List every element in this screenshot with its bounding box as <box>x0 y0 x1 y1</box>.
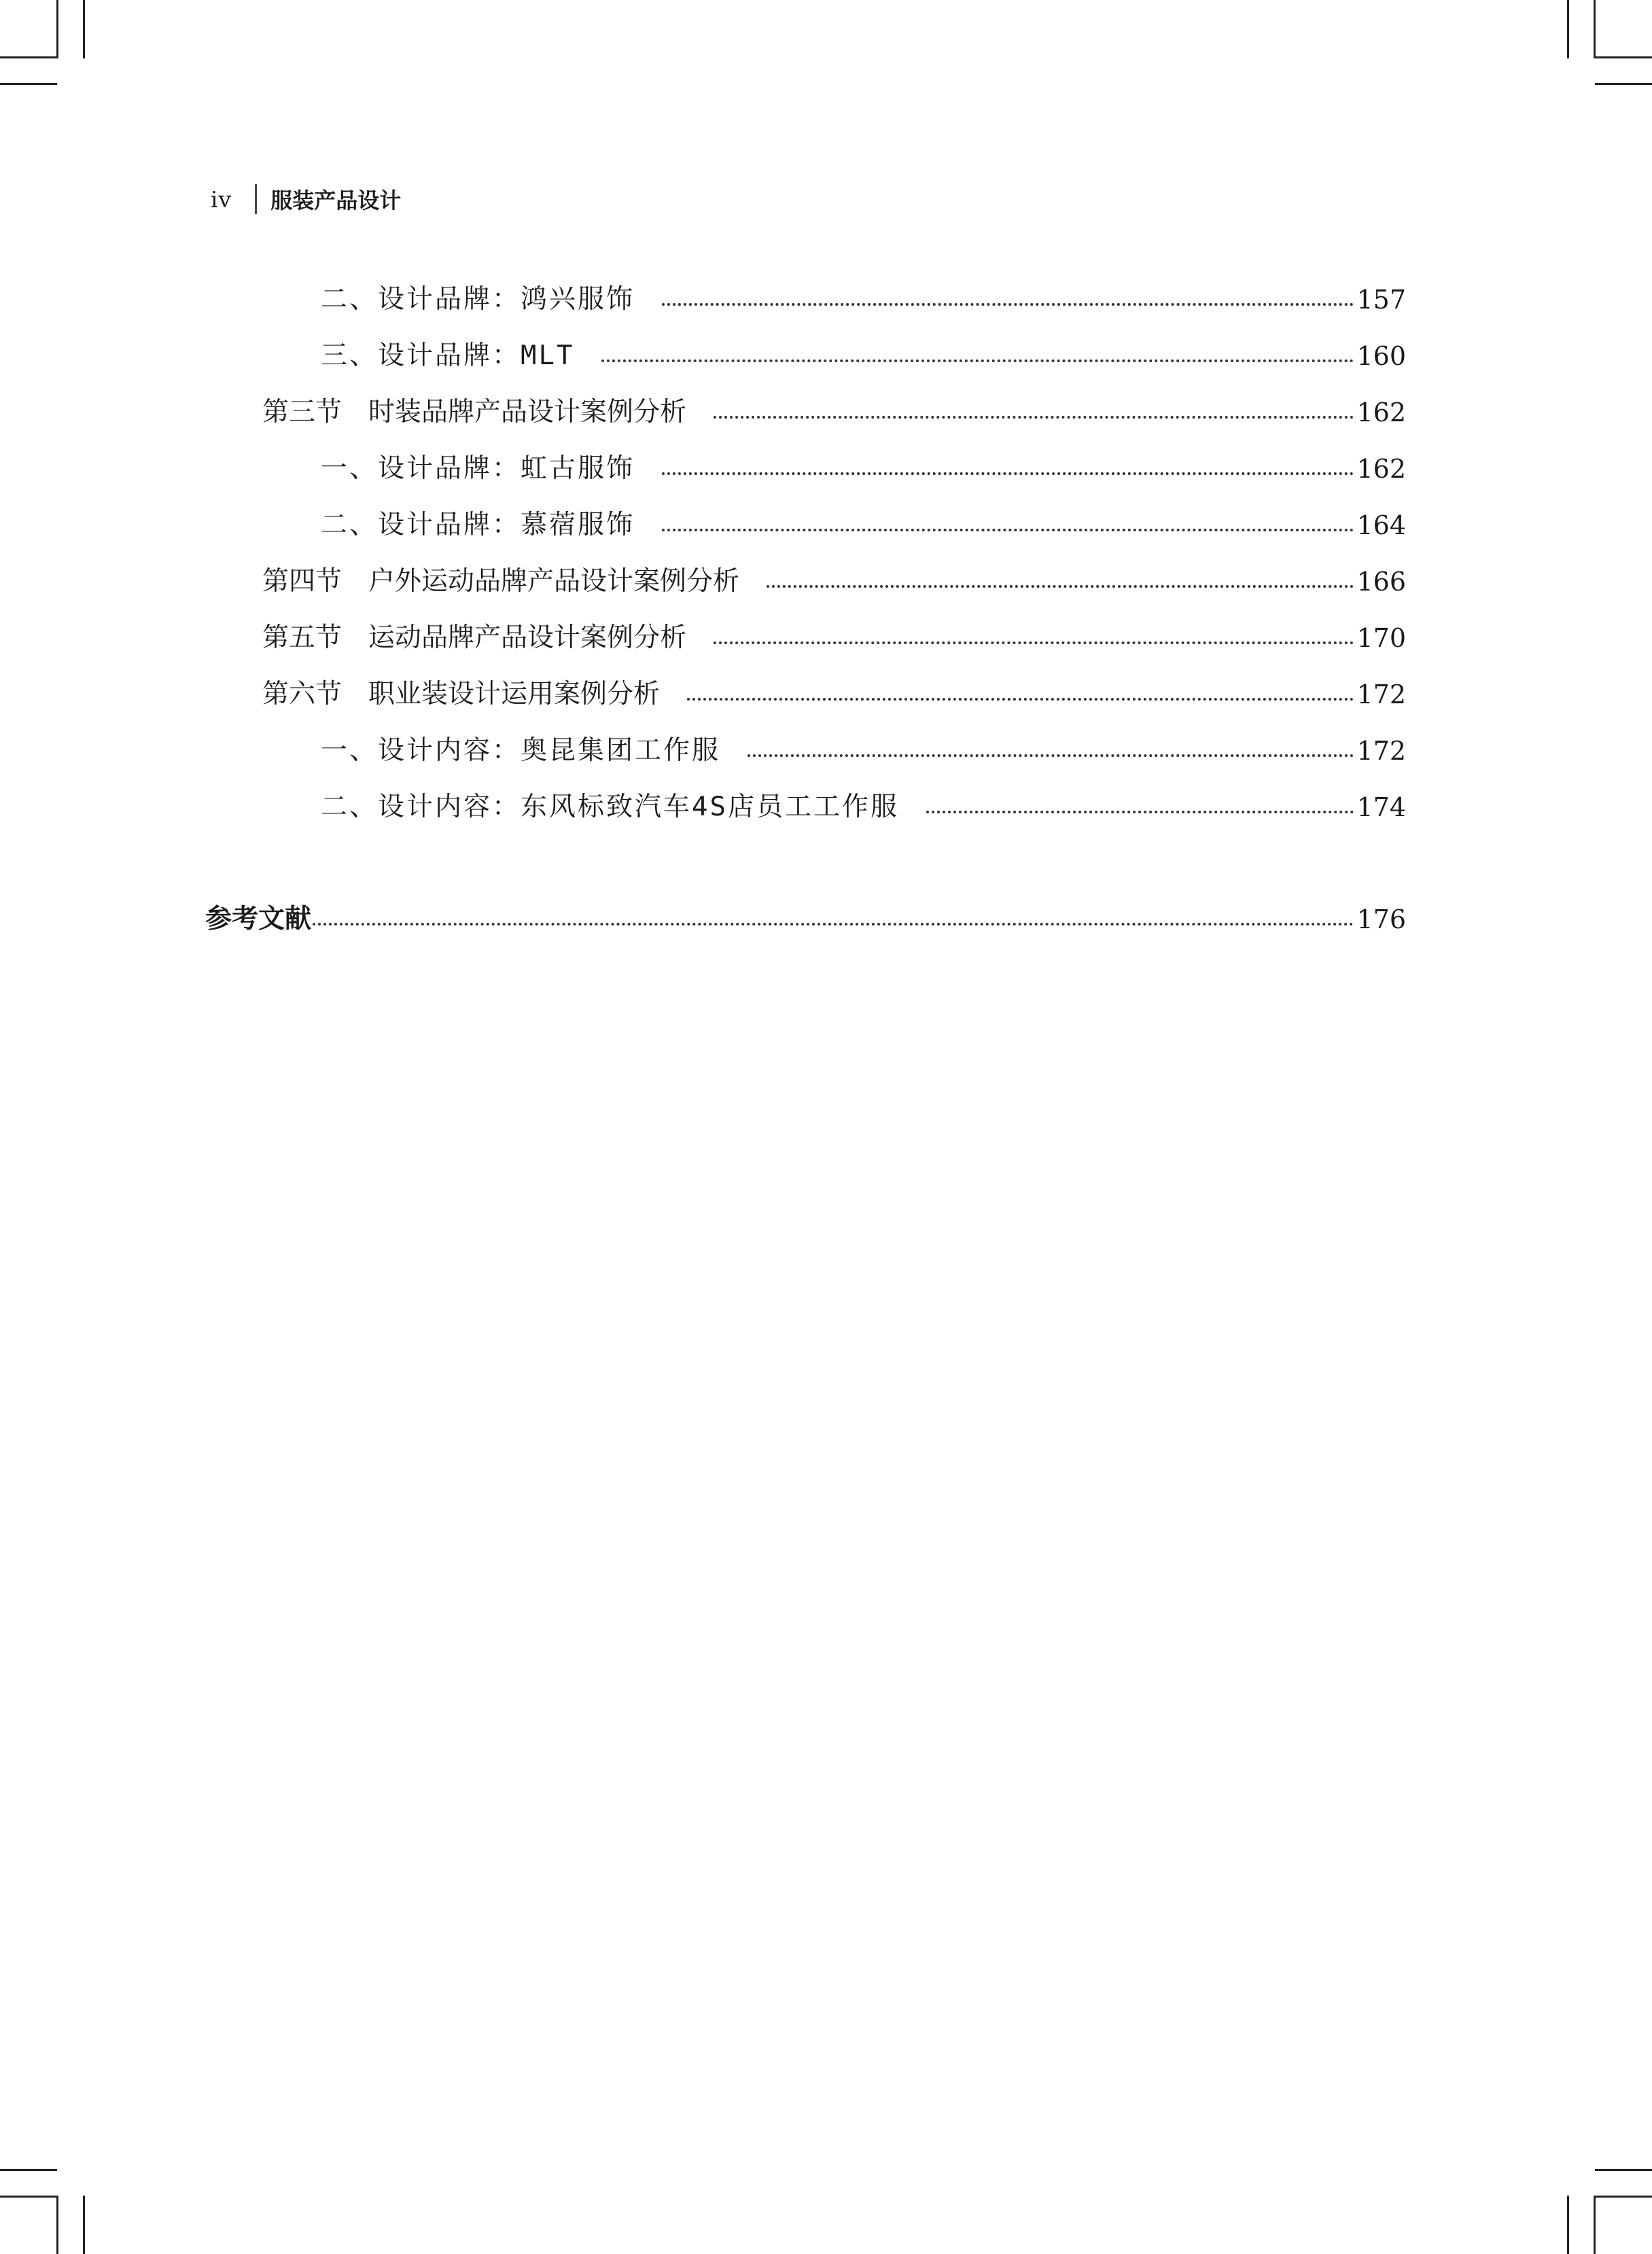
toc-entry-page: 164 <box>1356 510 1406 540</box>
dot-leader <box>714 416 1354 419</box>
book-title: 服装产品设计 <box>270 188 402 213</box>
toc-entry-title: 二、设计品牌：鸿兴服饰 <box>321 284 635 315</box>
toc-entry-references[interactable] <box>205 892 1406 932</box>
dot-leader <box>687 698 1354 701</box>
toc-entry-page: 157 <box>1356 285 1406 315</box>
dot-leader <box>313 923 1354 926</box>
toc-entry-title: 一、设计品牌：虹古服饰 <box>321 453 635 484</box>
page-number: iv <box>211 186 232 213</box>
toc-entry-page: 166 <box>1356 567 1406 597</box>
dot-leader <box>662 529 1354 531</box>
toc-entry-title: 第三节 时装品牌产品设计案例分析 <box>262 397 687 427</box>
toc-entry-page: 162 <box>1356 454 1406 484</box>
toc-entry[interactable] <box>321 723 1406 764</box>
toc-entry-page: 170 <box>1356 623 1406 653</box>
toc-entry[interactable] <box>262 554 1406 595</box>
toc-entry-title: 第五节 运动品牌产品设计案例分析 <box>262 622 687 653</box>
toc-entry-page: 172 <box>1356 680 1406 709</box>
toc-entry-page: 160 <box>1356 341 1406 371</box>
dot-leader <box>714 641 1354 644</box>
dot-leader <box>662 303 1354 306</box>
dot-leader <box>662 472 1354 475</box>
toc-entry[interactable] <box>321 441 1406 482</box>
toc-entry-title: 第四节 户外运动品牌产品设计案例分析 <box>262 566 740 597</box>
toc-entry[interactable] <box>321 497 1406 538</box>
toc-entry-title: 参考文献 <box>205 904 312 934</box>
dot-leader <box>601 359 1354 362</box>
toc-entry-page: 172 <box>1356 736 1406 766</box>
toc-entry-title: 二、设计内容：东风标致汽车4S店员工工作服 <box>321 792 899 822</box>
toc-entry-page: 176 <box>1356 904 1406 934</box>
toc-entry[interactable] <box>321 328 1406 369</box>
toc-entry[interactable] <box>321 272 1406 313</box>
toc-entry-title: 三、设计品牌：MLT <box>321 340 575 371</box>
dot-leader <box>767 585 1354 588</box>
toc-entry-title: 一、设计内容：奥昆集团工作服 <box>321 735 721 766</box>
toc-entry-title: 二、设计品牌：慕蓿服饰 <box>321 510 635 540</box>
toc-entry-page: 162 <box>1356 398 1406 427</box>
toc-entry-page: 174 <box>1356 792 1406 822</box>
dot-leader <box>926 811 1354 813</box>
dot-leader <box>748 754 1354 757</box>
toc-entry[interactable] <box>262 610 1406 651</box>
toc-entry[interactable] <box>262 667 1406 707</box>
toc-entry-title: 第六节 职业装设计运用案例分析 <box>262 679 661 709</box>
toc-entry[interactable] <box>262 385 1406 425</box>
toc-entry[interactable] <box>321 779 1406 820</box>
